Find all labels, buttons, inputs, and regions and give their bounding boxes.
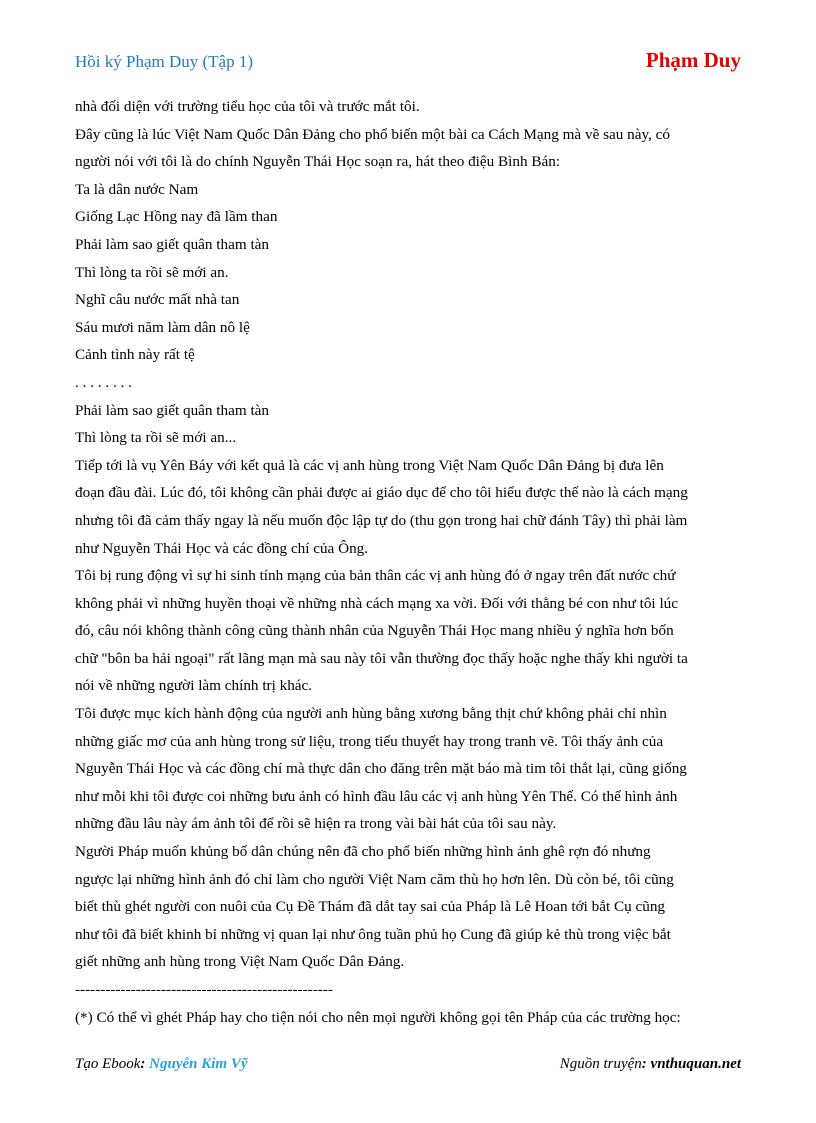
text-line: như Nguyễn Thái Học và các đồng chí của Ông.: [75, 539, 369, 557]
text-line: Cảnh tình này rất tệ: [75, 346, 195, 364]
text-line: Nghĩ câu nước mất nhà tan: [75, 291, 240, 309]
book-title: Hồi ký Phạm Duy (Tập 1): [75, 52, 254, 71]
text-line: không phải vì những huyền thoại về những nhà cách mạng xa vời. Đối với thằng bé con như tôi lúc: [75, 594, 678, 612]
source-site: vnthuquan.net: [650, 1056, 741, 1072]
ebook-credit-colon: :: [140, 1056, 150, 1072]
source-credit-colon: :: [641, 1056, 651, 1072]
text-line: Thì lòng ta rồi sẽ mới an.: [75, 263, 229, 281]
text-line: đoạn đầu đài. Lúc đó, tôi không cần phải được ai giáo dục để cho tôi hiểu được thế nào là cách mạng: [75, 484, 688, 502]
text-line: đó, câu nói không thành công cũng thành nhân của Nguyễn Thái Học mang nhiều ý nghĩa hơn bốn: [75, 622, 674, 640]
text-line: Phải làm sao giết quân tham tàn: [75, 235, 270, 253]
source-credit-label: Nguồn truyện: [559, 1056, 642, 1072]
text-line: Phải làm sao giết quân tham tàn: [75, 401, 270, 419]
text-line: Ta là dân nước Nam: [75, 180, 199, 198]
text-line: người nói với tôi là do chính Nguyễn Thái Học soạn ra, hát theo điệu Bình Bán:: [75, 153, 561, 171]
ebook-credit: [75, 1056, 248, 1073]
page-footer: [75, 1056, 741, 1078]
text-line: Sáu mươi năm làm dân nô lệ: [75, 318, 250, 336]
text-line: Đây cũng là lúc Việt Nam Quốc Dân Đảng cho phổ biến một bài ca Cách Mạng mà về sau này, có: [75, 125, 671, 143]
text-line: Giống Lạc Hồng nay đã lầm than: [75, 208, 278, 226]
text-line: nhà đối diện với trường tiểu học của tôi và trước mắt tôi.: [75, 98, 420, 115]
text-line: biết thù ghét người con nuôi của Cụ Đề Thám đã dắt tay sai của Pháp là Lê Hoan tới bắt Cụ cũng: [75, 898, 666, 916]
text-line: ngược lại những hình ảnh đó chỉ làm cho người Việt Nam căm thù họ hơn lên. Dù còn bé, tôi cũng: [75, 870, 674, 888]
text-line: Tôi bị rung động vì sự hi sinh tính mạng của bản thân các vị anh hùng đó ở ngay trên đất nước chứ: [75, 567, 676, 585]
text-line: những giấc mơ của anh hùng trong sử liệu, trong tiểu thuyết hay trong tranh vẽ. Tôi thấy ảnh của: [75, 732, 664, 750]
text-line: . . . . . . . .: [75, 373, 132, 391]
text-line: Người Pháp muốn khủng bố dân chúng nên đã cho phổ biến những hình ảnh ghê rợn đó nhưng: [75, 843, 651, 861]
text-line: những đầu lâu này ám ảnh tôi để rồi sẽ hiện ra trong vài bài hát của tôi sau này.: [75, 815, 557, 833]
page-body: [75, 93, 747, 1031]
text-line: nhưng tôi đã cảm thấy ngay là nếu muốn độc lập tự do (thu gọn trong hai chữ đánh Tây) thì phải làm: [75, 511, 688, 529]
author-name: Phạm Duy: [645, 48, 741, 72]
ebook-credit-label: Tạo Ebook: [75, 1056, 141, 1072]
text-line: Tôi được mục kích hành động của người anh hùng bằng xương bằng thịt chứ không phải chỉ nhìn: [75, 705, 667, 723]
text-line: nói về những người làm chính trị khác.: [75, 677, 313, 695]
text-line: (*) Có thể vì ghét Pháp hay cho tiện nói cho nên mọi người không gọi tên Pháp của các trường học:: [75, 1008, 681, 1026]
source-credit: [560, 1056, 741, 1073]
text-line: chữ "bôn ba hải ngoại" rất lãng mạn mà sau này tôi vẫn thường đọc thấy hoặc nghe thấy khi người ta: [75, 649, 688, 667]
text-line: giết những anh hùng trong Việt Nam Quốc Dân Đảng.: [75, 953, 405, 971]
text-line: ---------------------------------------------------: [75, 981, 333, 998]
text-line: Tiếp tới là vụ Yên Báy với kết quả là các vị anh hùng trong Việt Nam Quốc Dân Đảng bị đưa lên: [75, 456, 664, 474]
page-header: [75, 48, 741, 78]
text-line: Thì lòng ta rồi sẽ mới an...: [75, 429, 237, 447]
text-line: như mỗi khi tôi được coi những bưu ảnh có hình đầu lâu các vị anh hùng Yên Thế. Có thể hình ảnh: [75, 787, 678, 805]
text-line: Nguyễn Thái Học và các đồng chí mà thực dân cho đăng trên mặt báo mà tim tôi thắt lại, cũng giống: [75, 760, 687, 778]
ebook-creator-name: Nguyễn Kim Vỹ: [149, 1056, 248, 1072]
text-line: như tôi đã biết khinh bỉ những vị quan lại như ông tuần phủ họ Cung đã giúp kẻ thù trong việc bắt: [75, 925, 671, 943]
